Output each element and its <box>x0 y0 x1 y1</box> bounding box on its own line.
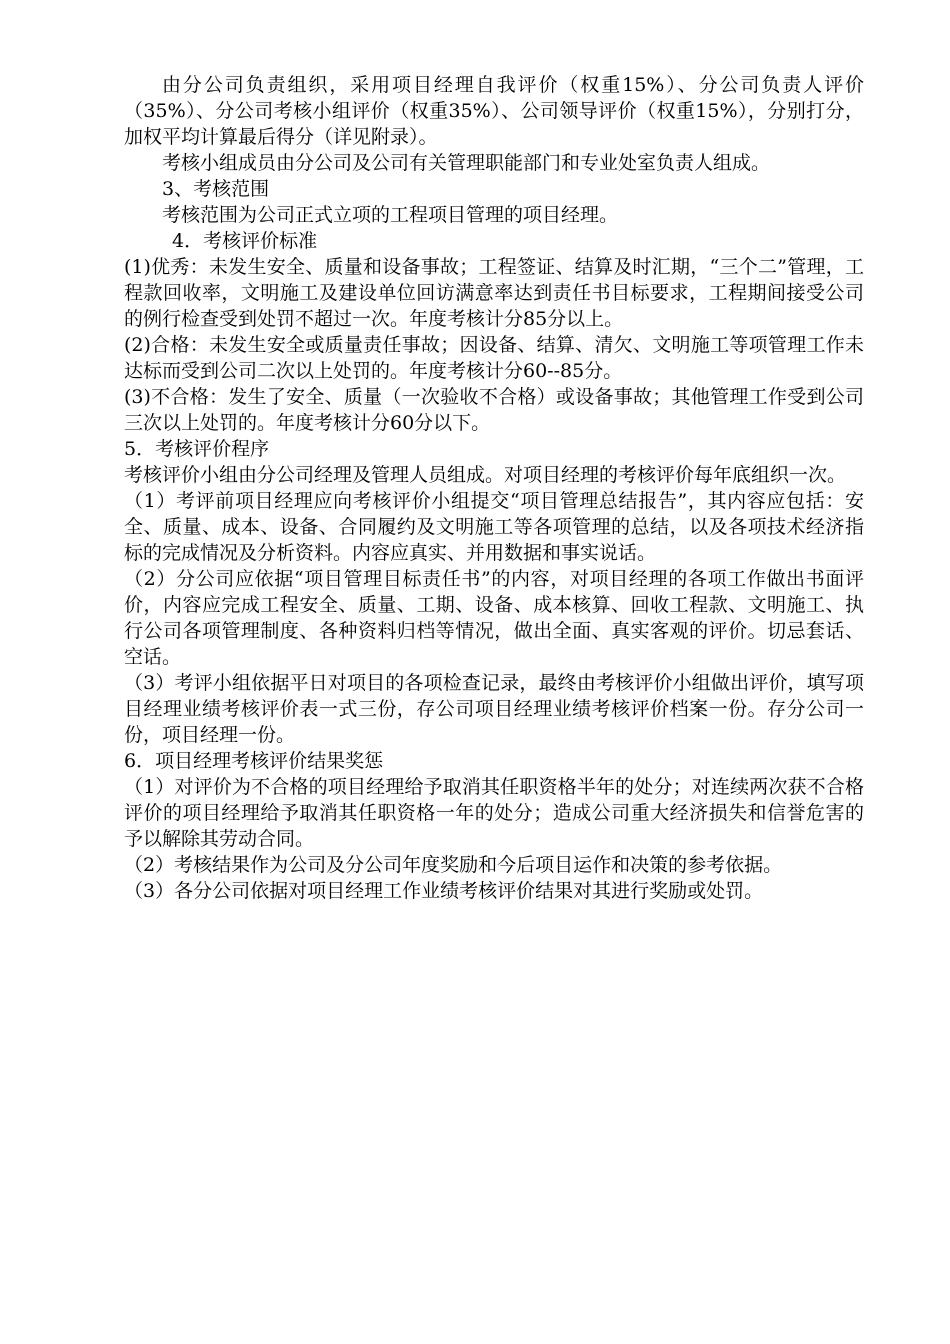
paragraph-weighting: 由分公司负责组织，采用项目经理自我评价（权重15%）、分公司负责人评价（35%）、分公司考核小组评价（权重35%）、公司领导评价（权重15%），分别打分，加权平均计算最后得分（详见附录）。 <box>124 74 864 148</box>
heading-criteria: 4．考核评价标准 <box>172 230 318 252</box>
criteria-qualified: (2)合格：未发生安全或质量责任事故；因设备、结算、清欠、文明施工等项管理工作未达标而受到公司二次以上处罚的。年度考核计分60--85分。 <box>124 334 864 382</box>
rewards-item-2: （2）考核结果作为公司及分公司年度奖励和今后项目运作和决策的参考依据。 <box>124 854 783 876</box>
rewards-item-3: （3）各分公司依据对项目经理工作业绩考核评价结果对其进行奖励或处罚。 <box>124 880 764 902</box>
heading-procedure: 5．考核评价程序 <box>124 438 270 460</box>
criteria-excellent: (1)优秀：未发生安全、质量和设备事故；工程签证、结算及时汇期，“三个二”管理，工程款回收率，文明施工及建设单位回访满意率达到责任书目标要求，工程期间接受公司的例行检查受到处罚不超过一次。年度考核计分85分以上。 <box>124 256 864 330</box>
procedure-step-2: （2）分公司应依据“项目管理目标责任书”的内容，对项目经理的各项工作做出书面评价，内容应完成工程安全、质量、工期、设备、成本核算、回收工程款、文明施工、执行公司各项管理制度、各种资料归档等情况，做出全面、真实客观的评价。切忌套话、空话。 <box>124 568 864 668</box>
document-page <box>124 72 864 904</box>
paragraph-panel-members: 考核小组成员由分公司及公司有关管理职能部门和专业处室负责人组成。 <box>162 152 771 174</box>
procedure-step-3: （3）考评小组依据平日对项目的各项检查记录，最终由考核评价小组做出评价，填写项目经理业绩考核评价表一式三份，存公司项目经理业绩考核评价档案一份。存分公司一份，项目经理一份。 <box>124 672 864 746</box>
heading-rewards: 6．项目经理考核评价结果奖惩 <box>124 750 384 772</box>
procedure-step-1: （1）考评前项目经理应向考核评价小组提交“项目管理总结报告”，其内容应包括：安全、质量、成本、设备、合同履约及文明施工等各项管理的总结，以及各项技术经济指标的完成情况及分析资料。内容应真实、并用数据和事实说话。 <box>124 490 864 564</box>
paragraph-scope: 考核范围为公司正式立项的工程项目管理的项目经理。 <box>162 204 619 226</box>
criteria-unqualified: (3)不合格：发生了安全、质量（一次验收不合格）或设备事故；其他管理工作受到公司三次以上处罚的。年度考核计分60分以下。 <box>124 386 864 434</box>
paragraph-procedure-intro: 考核评价小组由分公司经理及管理人员组成。对项目经理的考核评价每年底组织一次。 <box>124 464 847 486</box>
heading-scope: 3、考核范围 <box>162 178 270 200</box>
rewards-item-1: （1）对评价为不合格的项目经理给予取消其任职资格半年的处分；对连续两次获不合格评价的项目经理给予取消其任职资格一年的处分；造成公司重大经济损失和信誉危害的予以解除其劳动合同。 <box>124 776 864 850</box>
